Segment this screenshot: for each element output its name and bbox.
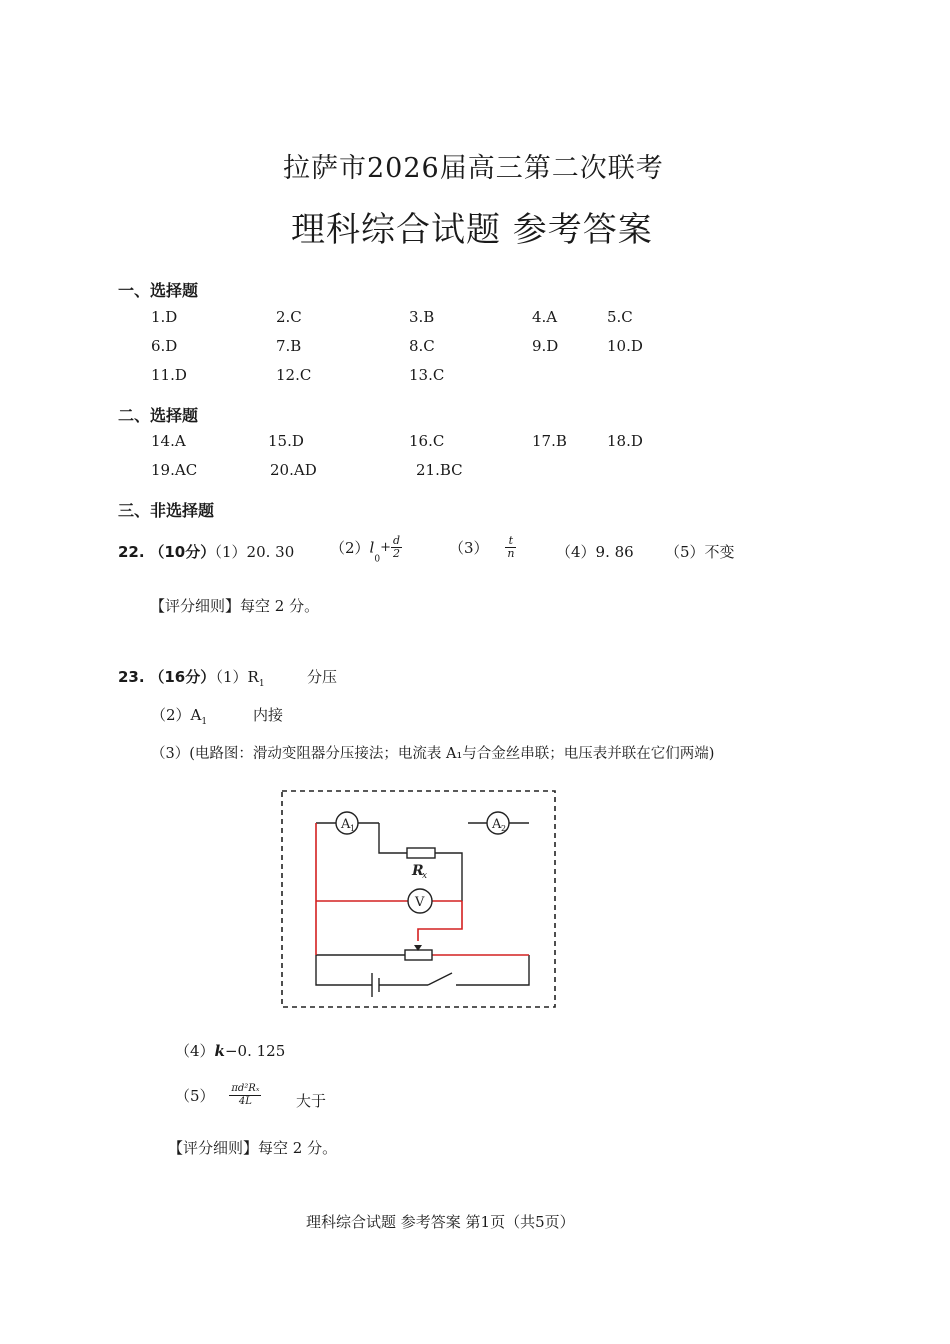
- answer-item: 8.C: [409, 337, 435, 355]
- answer-item: 16.C: [409, 432, 445, 450]
- q23-part5: （5） $\frac{\text{πd²Rₓ}}{4L}$: [175, 1083, 260, 1107]
- answer-item: 4.A: [532, 308, 558, 326]
- v-label: V: [415, 895, 425, 910]
- answer-item: 15.D: [268, 432, 304, 450]
- exam-subtitle: 理科综合试题 参考答案: [291, 210, 653, 250]
- q22-fraction-t-over-n: $\frac{t}{n}$: [507, 534, 515, 560]
- circuit-diagram: [280, 789, 558, 1011]
- q22-fraction-d-over-2: $\frac{d}{2}$: [393, 534, 401, 560]
- q23-points: （16分）: [149, 668, 216, 686]
- q22-part3: （3） $\frac{t}{n}$: [449, 534, 515, 560]
- q22-part5: （5）不变: [665, 543, 735, 561]
- answer-item: 21.BC: [416, 461, 463, 479]
- answer-item: 20.AD: [270, 461, 317, 479]
- resistor-rx: [407, 848, 435, 858]
- rheostat: [405, 950, 432, 960]
- answer-item: 2.C: [276, 308, 302, 326]
- q23-fraction-resistivity: $\frac{\text{πd²Rₓ}}{4L}$: [231, 1083, 260, 1107]
- q22-number: 22.: [118, 543, 145, 561]
- section-heading-choice-2: 二、选择题: [118, 406, 199, 425]
- q23-part5-answer: 大于: [296, 1092, 327, 1110]
- answer-item: 17.B: [532, 432, 567, 450]
- q22-part2: $(2)l_0+$ $\frac{d}{2}$: [330, 534, 401, 565]
- answer-item: 7.B: [276, 337, 302, 355]
- answer-item: 9.D: [532, 337, 559, 355]
- q23-part2: $(2)A_1$: [151, 706, 208, 727]
- q22-grading: 【评分细则】每空 2 分。: [150, 597, 320, 615]
- page-footer: 理科综合试题 参考答案 第1页（共5页）: [306, 1213, 575, 1231]
- answer-item: 11.D: [151, 366, 187, 384]
- answer-item: 1.D: [151, 308, 178, 326]
- rx-sub: x: [422, 871, 428, 881]
- q23-part4: （4）k−0. 125: [175, 1042, 286, 1060]
- q22-line: [118, 541, 215, 562]
- q23-part3: （3）(电路图：滑动变阻器分压接法；电流表 A₁与合金丝串联；电压表并联在它们两端): [151, 746, 715, 762]
- answer-item: 19.AC: [151, 461, 198, 479]
- q23-part1-answer: 分压: [307, 668, 338, 686]
- rx-label: R: [412, 863, 424, 879]
- a2-label: A: [492, 817, 502, 832]
- q23-part1: $(1)R_1$: [208, 668, 265, 689]
- a1-sub: 1: [350, 824, 356, 833]
- answer-item: 5.C: [607, 308, 633, 326]
- section-heading-choice-1: 一、选择题: [118, 281, 199, 300]
- answer-item: 18.D: [607, 432, 643, 450]
- a1-label: A: [341, 817, 351, 832]
- a2-sub: 2: [501, 824, 507, 833]
- exam-title: 拉萨市2026届高三第二次联考: [283, 153, 664, 184]
- answer-item: 12.C: [276, 366, 312, 384]
- answer-item: 14.A: [151, 432, 186, 450]
- answer-item: 10.D: [607, 337, 643, 355]
- q23-number: 23.: [118, 668, 145, 686]
- answer-item: 3.B: [409, 308, 435, 326]
- q22-part1: （1）20. 30: [207, 543, 295, 561]
- section-heading-nonchoice: 三、非选择题: [118, 501, 215, 520]
- q23-line: [118, 666, 215, 687]
- answer-item: 13.C: [409, 366, 445, 384]
- q23-grading: 【评分细则】每空 2 分。: [168, 1139, 338, 1157]
- q23-part2-answer: 内接: [253, 706, 284, 724]
- q22-part4: （4）9. 86: [556, 543, 634, 561]
- answer-item: 6.D: [151, 337, 178, 355]
- q22-points: （10分）: [149, 543, 216, 561]
